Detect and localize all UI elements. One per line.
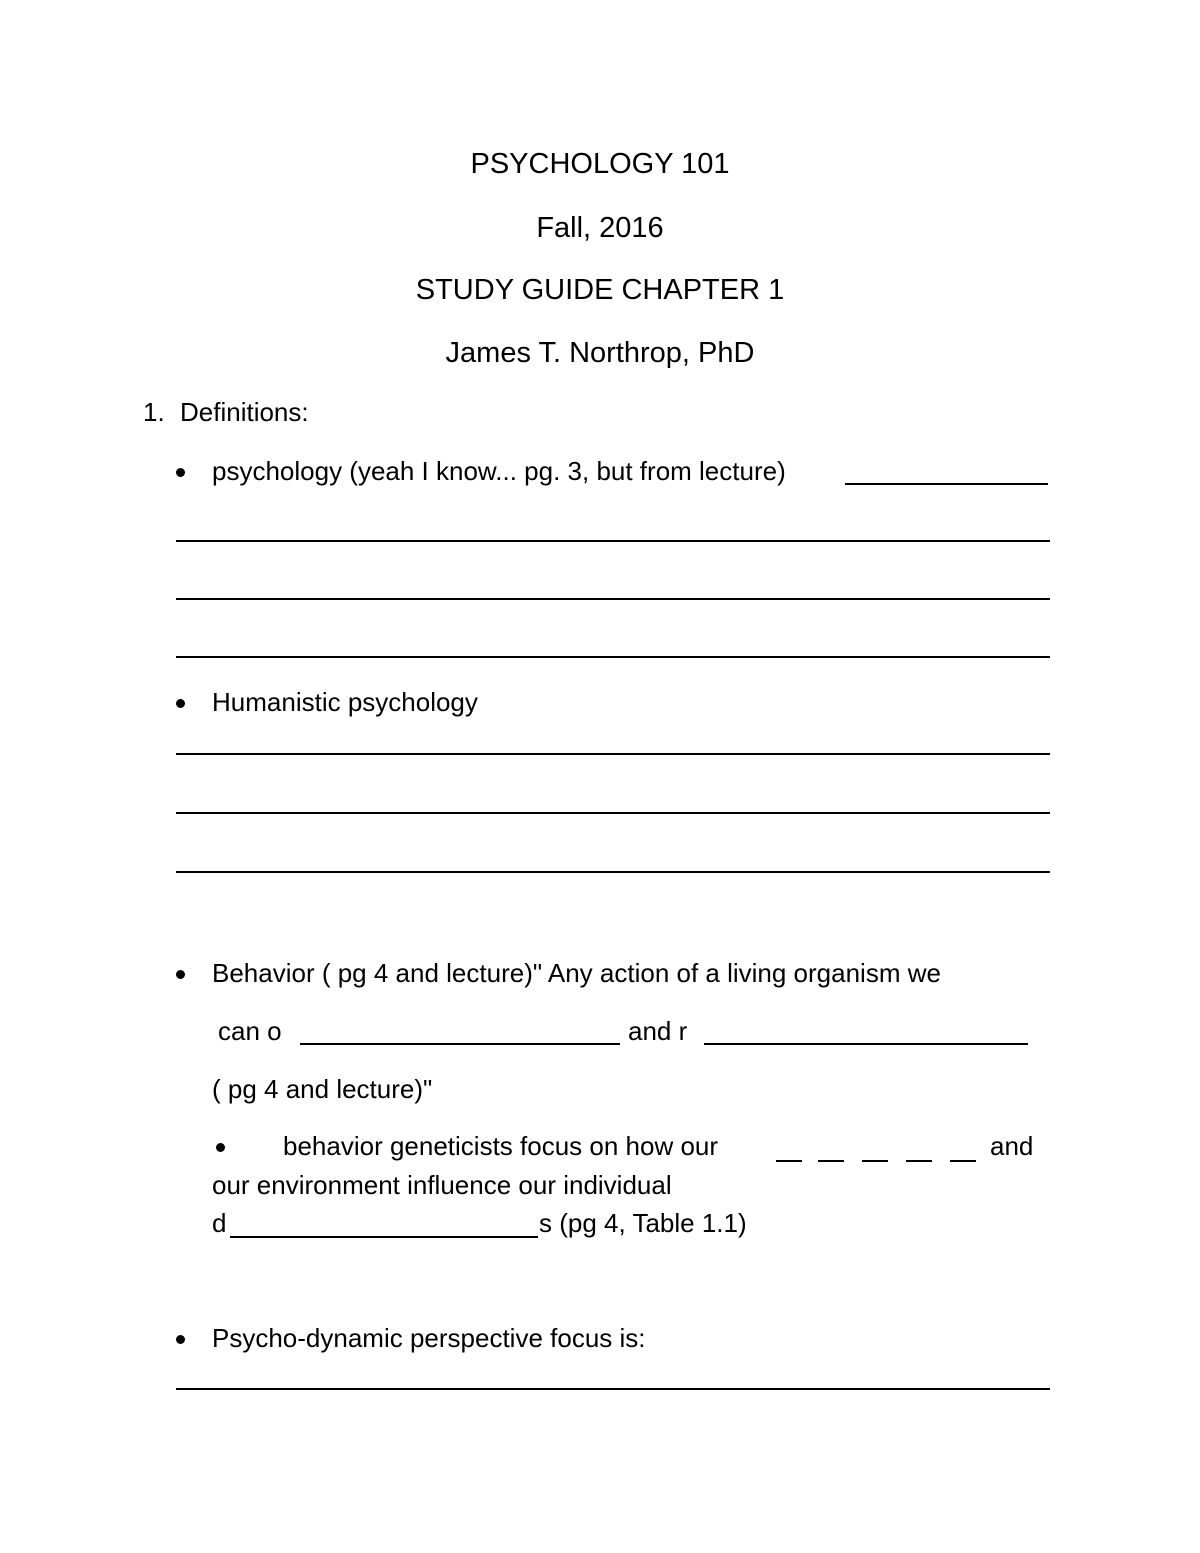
answer-blank[interactable] [230, 1236, 538, 1238]
sub-bullet-icon [216, 1143, 225, 1152]
bullet-icon [176, 468, 185, 477]
item-psychology: psychology (yeah I know... pg. 3, but from lecture) [212, 456, 786, 486]
section-number: 1. [143, 397, 165, 427]
genetics-end: s (pg 4, Table 1.1) [539, 1208, 747, 1238]
course-title: PSYCHOLOGY 101 [470, 148, 730, 180]
guide-title: STUDY GUIDE CHAPTER 1 [415, 274, 785, 306]
genetics-d: d [212, 1208, 227, 1238]
answer-line[interactable] [176, 753, 1050, 755]
author: James T. Northrop, PhD [445, 337, 755, 369]
item-behavior: Behavior ( pg 4 and lecture)" Any action of a living organism we [212, 958, 941, 988]
bullet-icon [176, 699, 185, 708]
bullet-icon [176, 1335, 185, 1344]
term: Fall, 2016 [536, 212, 664, 244]
bullet-icon [176, 970, 185, 979]
answer-line[interactable] [176, 871, 1050, 873]
genetics-line2: our environment influence our individual [212, 1170, 672, 1200]
answer-blank[interactable] [845, 483, 1048, 485]
answer-line[interactable] [176, 656, 1050, 658]
genetics-and: and [990, 1131, 1034, 1161]
behavior-and-r: and r [628, 1016, 688, 1046]
answer-line[interactable] [176, 540, 1050, 542]
answer-line[interactable] [176, 1388, 1050, 1390]
behavior-ref: ( pg 4 and lecture)" [212, 1074, 433, 1104]
answer-blank[interactable] [300, 1043, 620, 1045]
letter-blank[interactable] [818, 1160, 844, 1162]
letter-blank[interactable] [776, 1160, 802, 1162]
letter-blank[interactable] [862, 1160, 888, 1162]
letter-blank[interactable] [906, 1160, 932, 1162]
genetics-line1: behavior geneticists focus on how our [283, 1131, 719, 1161]
answer-blank[interactable] [704, 1043, 1028, 1045]
answer-line[interactable] [176, 598, 1050, 600]
behavior-can-o: can o [218, 1016, 282, 1046]
section-title: Definitions: [180, 397, 309, 427]
letter-blank[interactable] [950, 1160, 976, 1162]
item-humanistic: Humanistic psychology [212, 687, 478, 717]
answer-line[interactable] [176, 812, 1050, 814]
item-psychodynamic: Psycho-dynamic perspective focus is: [212, 1323, 646, 1353]
